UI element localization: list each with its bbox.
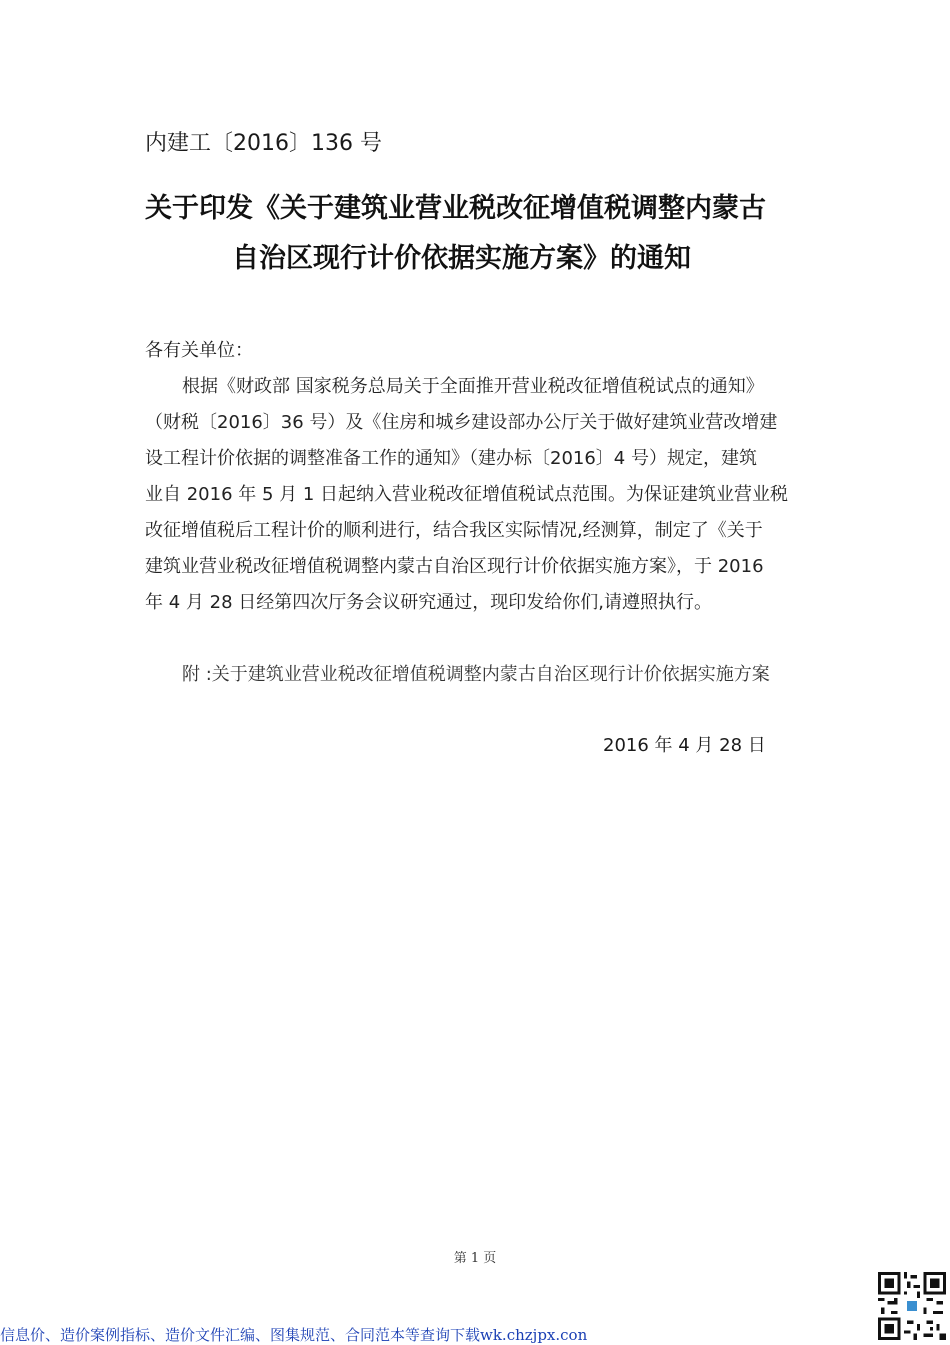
document-title-line-2: 自治区现行计价依据实施方案》的通知	[232, 243, 691, 274]
issue-date: 2016 年 4 月 28 日	[603, 735, 766, 756]
body-line: 根据《财政部 国家税务总局关于全面推开营业税改征增值税试点的通知》	[182, 376, 764, 397]
attachment-note: 附 :关于建筑业营业税改征增值税调整内蒙古自治区现行计价依据实施方案	[182, 664, 770, 685]
document-title-line-1: 关于印发《关于建筑业营业税改征增值税调整内蒙古	[145, 193, 766, 224]
page-number: 第 1 页	[453, 1251, 497, 1266]
body-line: 建筑业营业税改征增值税调整内蒙古自治区现行计价依据实施方案》，于 2016	[145, 556, 764, 577]
doc-number: 内建工〔2016〕136 号	[145, 131, 382, 156]
body-line: 改征增值税后工程计价的顺利进行，结合我区实际情况,经测算，制定了《关于	[145, 520, 763, 541]
salutation: 各有关单位：	[145, 340, 253, 361]
body-line: 设工程计价依据的调整准备工作的通知》（建办标〔2016〕4 号）规定，建筑	[145, 448, 757, 469]
body-line: 年 4 月 28 日经第四次厅务会议研究通过，现印发给你们,请遵照执行。	[145, 592, 712, 613]
qr-code-icon	[878, 1272, 946, 1340]
body-line: 业自 2016 年 5 月 1 日起纳入营业税改征增值税试点范围。为保证建筑业营业税	[145, 484, 789, 505]
body-line: （财税〔2016〕36 号）及《住房和城乡建设部办公厅关于做好建筑业营改增建	[145, 412, 778, 433]
watermark-link[interactable]: 信息价、造价案例指标、造价文件汇编、图集规范、合同范本等查询下载wk.chzjpx.con	[0, 1326, 588, 1344]
